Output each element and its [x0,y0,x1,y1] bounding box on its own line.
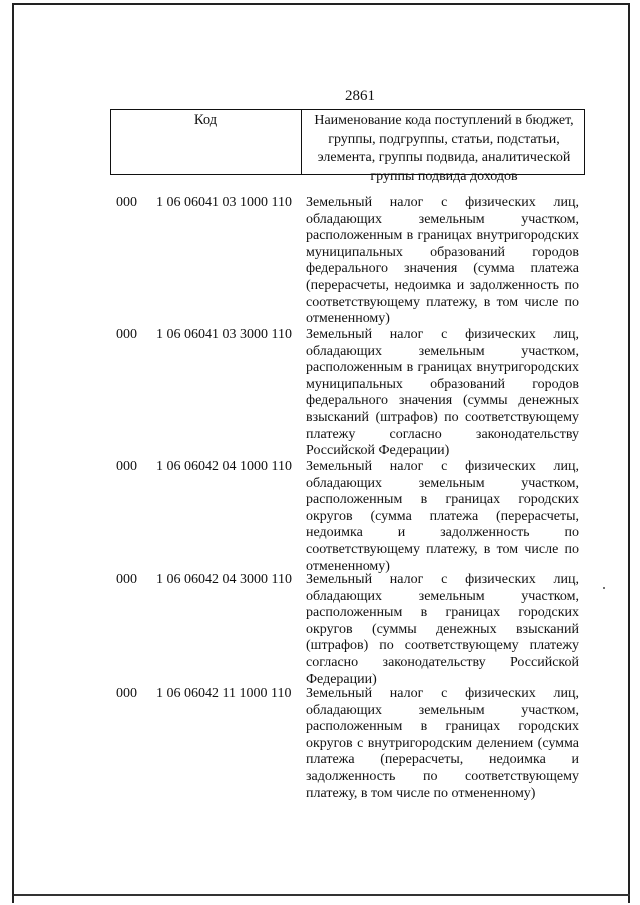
budget-code: 1 06 06041 03 1000 110 [156,195,292,210]
scan-frame-left [12,3,14,903]
header-code-label: Код [193,112,218,128]
code-description: Земельный налог с физических лиц, обладающих земельным участком, расположенным в границах городских округов (сумма платежа (перерасчеты, недоимка и задолженность по соответствующему платежу, в том числе по отмененному) [306,459,579,574]
scan-frame-right [628,3,630,903]
budget-code: 1 06 06042 11 1000 110 [156,686,292,701]
header-name-label: Наименование кода поступлений в бюджет, группы, подгруппы, статьи, подстатьи, элемента, группы подвида, аналитической группы подвида доходов [314,113,574,184]
table-header-divider [301,109,302,175]
page-number: 2861 [345,88,375,104]
admin-code: 000 [116,459,137,474]
admin-code: 000 [116,195,137,210]
code-description: Земельный налог с физических лиц, обладающих земельным участком, расположенным в границах внутригородских муниципальных образований городов федерального значения (сумма платежа (перерасчеты, недоимка и задолженность по соответствующему платежу, в том числе по отмененному) [306,195,579,327]
budget-code: 1 06 06042 04 1000 110 [156,459,292,474]
scan-speck [603,587,605,589]
code-description: Земельный налог с физических лиц, обладающих земельным участком, расположенным в границах городских округов (суммы денежных взысканий (штрафов) по соответствующему платежу согласно законодательству Российской Федерации) [306,572,579,687]
admin-code: 000 [116,327,137,342]
scan-frame-top [14,3,630,5]
code-description: Земельный налог с физических лиц, обладающих земельным участком, расположенным в границах городских округов с внутригородским делением (сумма платежа (перерасчеты, недоимка и задолженность по соответствующему платежу, в том числе по отмененному) [306,686,579,801]
code-description: Земельный налог с физических лиц, обладающих земельным участком, расположенным в границах внутригородских муниципальных образований городов федерального значения (суммы денежных взысканий (штрафов) по соответствующему платежу согласно законодательству Российской Федерации) [306,327,579,459]
budget-code: 1 06 06041 03 3000 110 [156,327,292,342]
scan-frame-bottom [14,894,630,896]
admin-code: 000 [116,686,137,701]
admin-code: 000 [116,572,137,587]
budget-code: 1 06 06042 04 3000 110 [156,572,292,587]
